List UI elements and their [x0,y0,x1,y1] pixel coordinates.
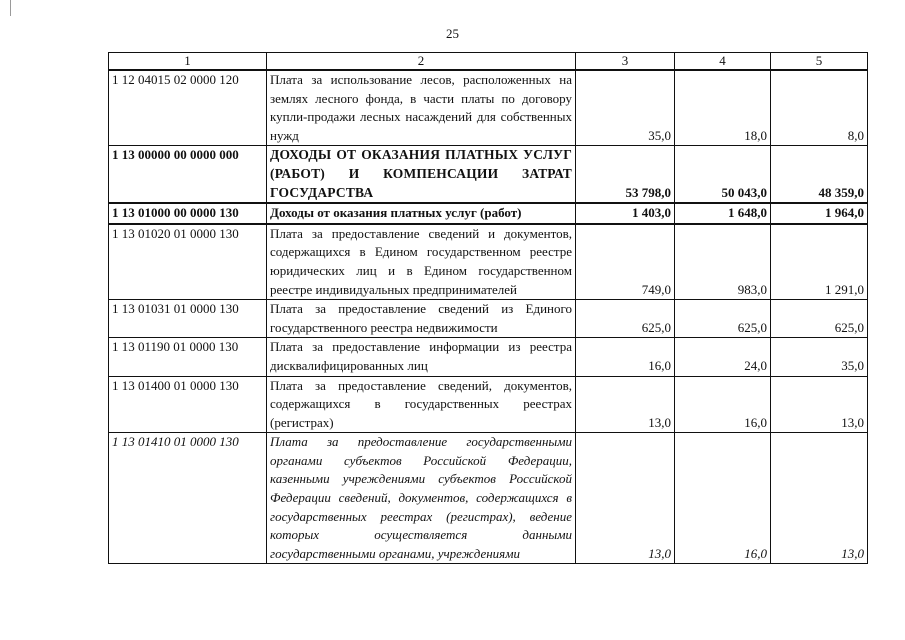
table-row [109,338,868,376]
value-col5: 48 359,0 [771,146,868,203]
table-row [109,433,868,564]
budget-code: 1 13 01000 00 0000 130 [109,203,267,224]
column-header-1: 1 [109,53,267,71]
value-col4: 16,0 [675,376,771,433]
value-col4: 24,0 [675,338,771,376]
value-col5: 1 964,0 [771,203,868,224]
table-header-row [109,53,868,71]
value-col3: 749,0 [576,224,675,300]
value-col3: 35,0 [576,70,675,146]
budget-code: 1 13 00000 00 0000 000 [109,146,267,203]
revenue-name: Плата за предоставление информации из реестра дисквалифицированных лиц [267,338,576,376]
value-col5: 13,0 [771,376,868,433]
budget-code: 1 13 01190 01 0000 130 [109,338,267,376]
value-col5: 625,0 [771,300,868,338]
table-row [109,300,868,338]
value-col4: 16,0 [675,433,771,564]
budget-code: 1 13 01031 01 0000 130 [109,300,267,338]
column-header-5: 5 [771,53,868,71]
revenue-name: Плата за предоставление государственными органами субъектов Российской Федерации, казенными учреждениями субъектов Российской Федерации сведений, документов, содержащихся в государственных реестрах (регистрах), ведение которых осуществляется данными государственными органами, учреждениями [267,433,576,564]
scan-edge-mark [10,0,11,16]
column-header-3: 3 [576,53,675,71]
table-row [109,203,868,224]
revenue-name: ДОХОДЫ ОТ ОКАЗАНИЯ ПЛАТНЫХ УСЛУГ (РАБОТ) И КОМПЕНСАЦИИ ЗАТРАТ ГОСУДАРСТВА [267,146,576,203]
value-col4: 983,0 [675,224,771,300]
revenue-name: Плата за предоставление сведений, документов, содержащихся в государственных реестрах (регистрах) [267,376,576,433]
value-col5: 35,0 [771,338,868,376]
revenue-name: Плата за использование лесов, расположенных на землях лесного фонда, в части платы по договору купли-продажи лесных насаждений для собственных нужд [267,70,576,146]
value-col3: 1 403,0 [576,203,675,224]
revenue-name: Доходы от оказания платных услуг (работ) [267,203,576,224]
value-col3: 625,0 [576,300,675,338]
table-row [109,224,868,300]
page-number: 25 [446,26,459,41]
value-col3: 13,0 [576,376,675,433]
value-col3: 53 798,0 [576,146,675,203]
revenue-table [108,52,868,564]
value-col5: 8,0 [771,70,868,146]
value-col4: 18,0 [675,70,771,146]
table-row [109,70,868,146]
value-col5: 1 291,0 [771,224,868,300]
revenue-name: Плата за предоставление сведений и документов, содержащихся в Едином государственном реестре юридических лиц и в Едином государственном реестре индивидуальных предпринимателей [267,224,576,300]
budget-code: 1 13 01020 01 0000 130 [109,224,267,300]
value-col3: 16,0 [576,338,675,376]
value-col5: 13,0 [771,433,868,564]
budget-code: 1 13 01410 01 0000 130 [109,433,267,564]
column-header-4: 4 [675,53,771,71]
budget-code: 1 12 04015 02 0000 120 [109,70,267,146]
revenue-name: Плата за предоставление сведений из Единого государственного реестра недвижимости [267,300,576,338]
column-header-2: 2 [267,53,576,71]
value-col4: 625,0 [675,300,771,338]
budget-code: 1 13 01400 01 0000 130 [109,376,267,433]
table-row [109,376,868,433]
value-col4: 1 648,0 [675,203,771,224]
value-col3: 13,0 [576,433,675,564]
value-col4: 50 043,0 [675,146,771,203]
table-row [109,146,868,203]
